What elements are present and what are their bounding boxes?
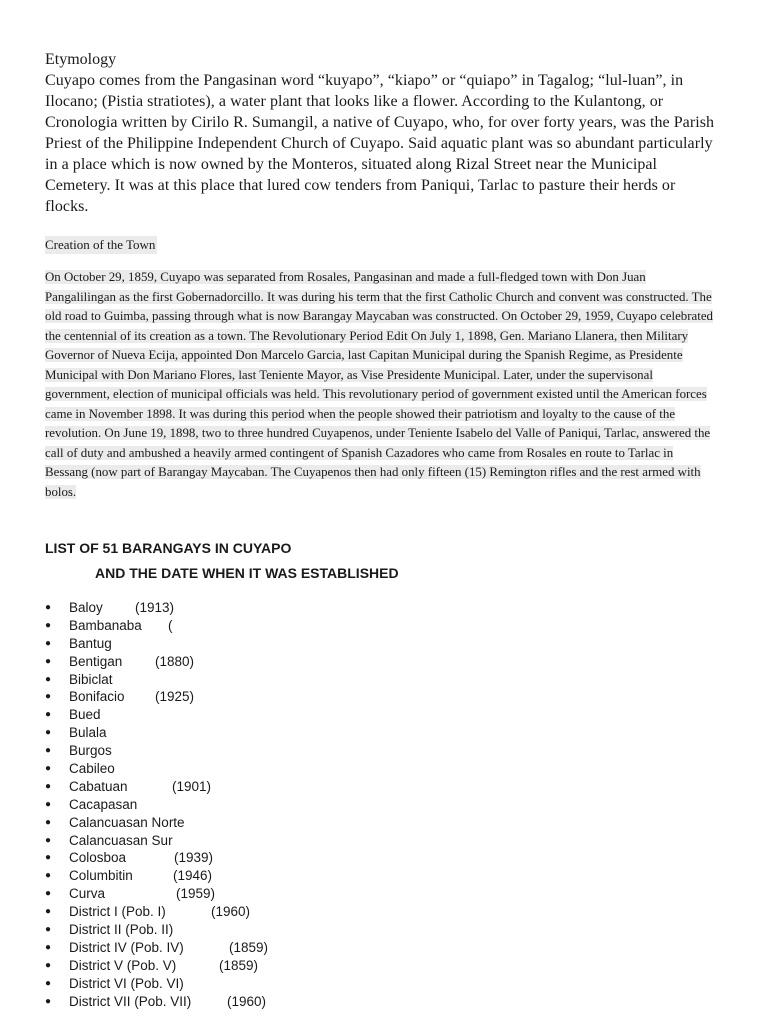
barangay-name: Bued (69, 707, 101, 723)
barangay-name: Bantug (69, 635, 112, 651)
barangay-name: Bulala (69, 725, 107, 741)
barangay-list-item (45, 885, 216, 903)
barangay-list-item (45, 635, 191, 653)
barangay-name: Calancuasan Sur (69, 832, 173, 848)
barangay-name: Colosboa (69, 850, 127, 866)
barangay-year: (1959) (176, 886, 216, 902)
barangay-list-item (45, 867, 213, 885)
creation-body: On October 29, 1859, Cuyapo was separated from Rosales, Pangasinan and made a full-fledged town with Don Juan Pangalilingan as the first Gobernadorcillo. It was during his term that the first Catholic Church and convent was constructed. The old road to Guimba, passing through what is now Barangay Maycaban was constructed. On October 29, 1959, Cuyapo celebrated the centennial of its creation as a town. The Revolutionary Period Edit On July 1, 1898, Gen. Mariano Llanera, then Military Governor of Nueva Ecija, appointed Don Marcelo Garcia, last Capitan Municipal during the Spanish Regime, as Presidente Municipal with Don Mariano Flores, last Teniente Mayor, as Vise Presidente Municipal. Later, under the supervisonal government, election of municipal officials was held. This revolutionary period of government existed until the American forces came in November 1898. It was during this period when the people showed their patriotism and loyalty to the cause of the revolution. On June 19, 1898, two to three hundred Cuyapenos, under Teniente Isabelo del Valle of Paniqui, Tarlac, answered the call of duty and ambushed a heavily armed contingent of Spanish Cazadores who came from Rosales en route to Tarlac in Bessang (now part of Barangay Maycaban. The Cuyapenos then had only fifteen (15) Remington rifles and the rest armed with bolos. (45, 270, 713, 499)
creation-section (45, 268, 717, 502)
barangay-year: (1925) (155, 689, 195, 705)
barangay-year: (1960) (211, 904, 251, 920)
barangay-list-item (45, 921, 191, 939)
barangay-year: ( (168, 617, 173, 633)
barangay-list-item (45, 671, 191, 689)
list-title: LIST OF 51 BARANGAYS IN CUYAPO (45, 540, 292, 556)
bullet-icon: ● (45, 637, 52, 649)
bullet-icon: ● (45, 602, 52, 613)
barangay-list-item (45, 849, 214, 867)
barangay-year: (1946) (173, 868, 213, 884)
barangay-year: (1939) (174, 850, 214, 866)
bullet-icon: ● (45, 852, 52, 864)
barangay-year: (1859) (229, 939, 269, 955)
bullet-icon: ● (45, 816, 52, 828)
barangay-name: Cabileo (69, 761, 115, 777)
barangay-list-item (45, 832, 191, 850)
barangay-name: District IV (Pob. IV) (69, 939, 184, 955)
bullet-icon: ● (45, 834, 52, 846)
barangay-list-item (45, 814, 191, 832)
barangay-list-item (45, 617, 191, 635)
bullet-icon: ● (45, 924, 52, 936)
bullet-icon: ● (45, 655, 52, 667)
barangay-list-item (45, 688, 195, 706)
bullet-icon: ● (45, 780, 52, 792)
barangay-list-item (45, 796, 191, 814)
barangay-name: District II (Pob. II) (69, 922, 174, 938)
bullet-icon: ● (45, 745, 52, 757)
barangay-year: (1960) (227, 993, 267, 1009)
bullet-icon: ● (45, 959, 52, 971)
barangay-list (45, 599, 269, 1010)
bullet-icon: ● (45, 977, 52, 989)
etymology-section (45, 50, 717, 217)
barangay-name: Calancuasan Norte (69, 814, 185, 830)
barangay-name: Curva (69, 886, 106, 902)
barangay-year: (1880) (155, 653, 195, 669)
list-subtitle: AND THE DATE WHEN IT WAS ESTABLISHED (95, 565, 399, 581)
bullet-icon: ● (45, 727, 52, 739)
etymology-body: Cuyapo comes from the Pangasinan word “kuyapo”, “kiapo” or “quiapo” in Tagalog; “lul-luan”, in Ilocano; (Pistia stratiotes), a water plant that looks like a flower. According to the Kulantong, or Cronologia written by Cirilo R. Sumangil, a native of Cuyapo, who, for over forty years, was the Parish Priest of the Philippine Independent Church of Cuyapo. Said aquatic plant was so abundant particularly in a place which is now owned by the Monteros, situated along Rizal Street near the Municipal Cemetery. It was at this place that lured cow tenders from Paniqui, Tarlac to pasture their herds or flocks. (45, 72, 715, 215)
bullet-icon: ● (45, 763, 52, 775)
barangay-list-item (45, 653, 195, 671)
bullet-icon: ● (45, 941, 52, 953)
bullet-icon: ● (45, 995, 52, 1007)
bullet-icon: ● (45, 798, 52, 810)
bullet-icon: ● (45, 709, 52, 721)
barangay-name: District I (Pob. I) (69, 904, 166, 920)
barangay-list-item (45, 975, 191, 993)
barangay-list-item (45, 957, 259, 975)
barangay-list-item (45, 760, 191, 778)
barangay-name: District V (Pob. V) (69, 957, 177, 973)
barangay-name: Columbitin (69, 868, 133, 884)
barangay-name: Bonifacio (69, 689, 125, 705)
barangay-name: Bentigan (69, 653, 123, 669)
barangay-name: District VII (Pob. VII) (69, 993, 192, 1009)
bullet-icon: ● (45, 870, 52, 882)
bullet-icon: ● (45, 888, 52, 900)
barangay-year: (1859) (219, 957, 259, 973)
barangay-list-item (45, 993, 267, 1011)
barangay-list-item (45, 724, 191, 742)
barangay-name: Burgos (69, 743, 112, 759)
barangay-list-item (45, 599, 191, 617)
barangay-name: Bibiclat (69, 671, 113, 687)
bullet-icon: ● (45, 619, 52, 631)
barangay-list-item (45, 778, 212, 796)
barangay-year: (1901) (172, 778, 212, 794)
bullet-icon: ● (45, 906, 52, 918)
barangay-name: Cacapasan (69, 796, 138, 812)
barangay-name: Baloy (69, 600, 103, 615)
barangay-name: Cabatuan (69, 778, 128, 794)
etymology-heading: Etymology (45, 51, 117, 68)
barangay-name: District VI (Pob. VI) (69, 975, 184, 991)
barangay-year: (1913) (135, 600, 175, 615)
barangay-name: Bambanaba (69, 617, 142, 633)
barangay-list-item (45, 742, 191, 760)
barangay-list-item (45, 903, 251, 921)
barangay-list-item (45, 939, 269, 957)
bullet-icon: ● (45, 673, 52, 685)
creation-heading: Creation of the Town (45, 237, 156, 252)
barangay-list-item (45, 706, 191, 724)
bullet-icon: ● (45, 691, 52, 703)
